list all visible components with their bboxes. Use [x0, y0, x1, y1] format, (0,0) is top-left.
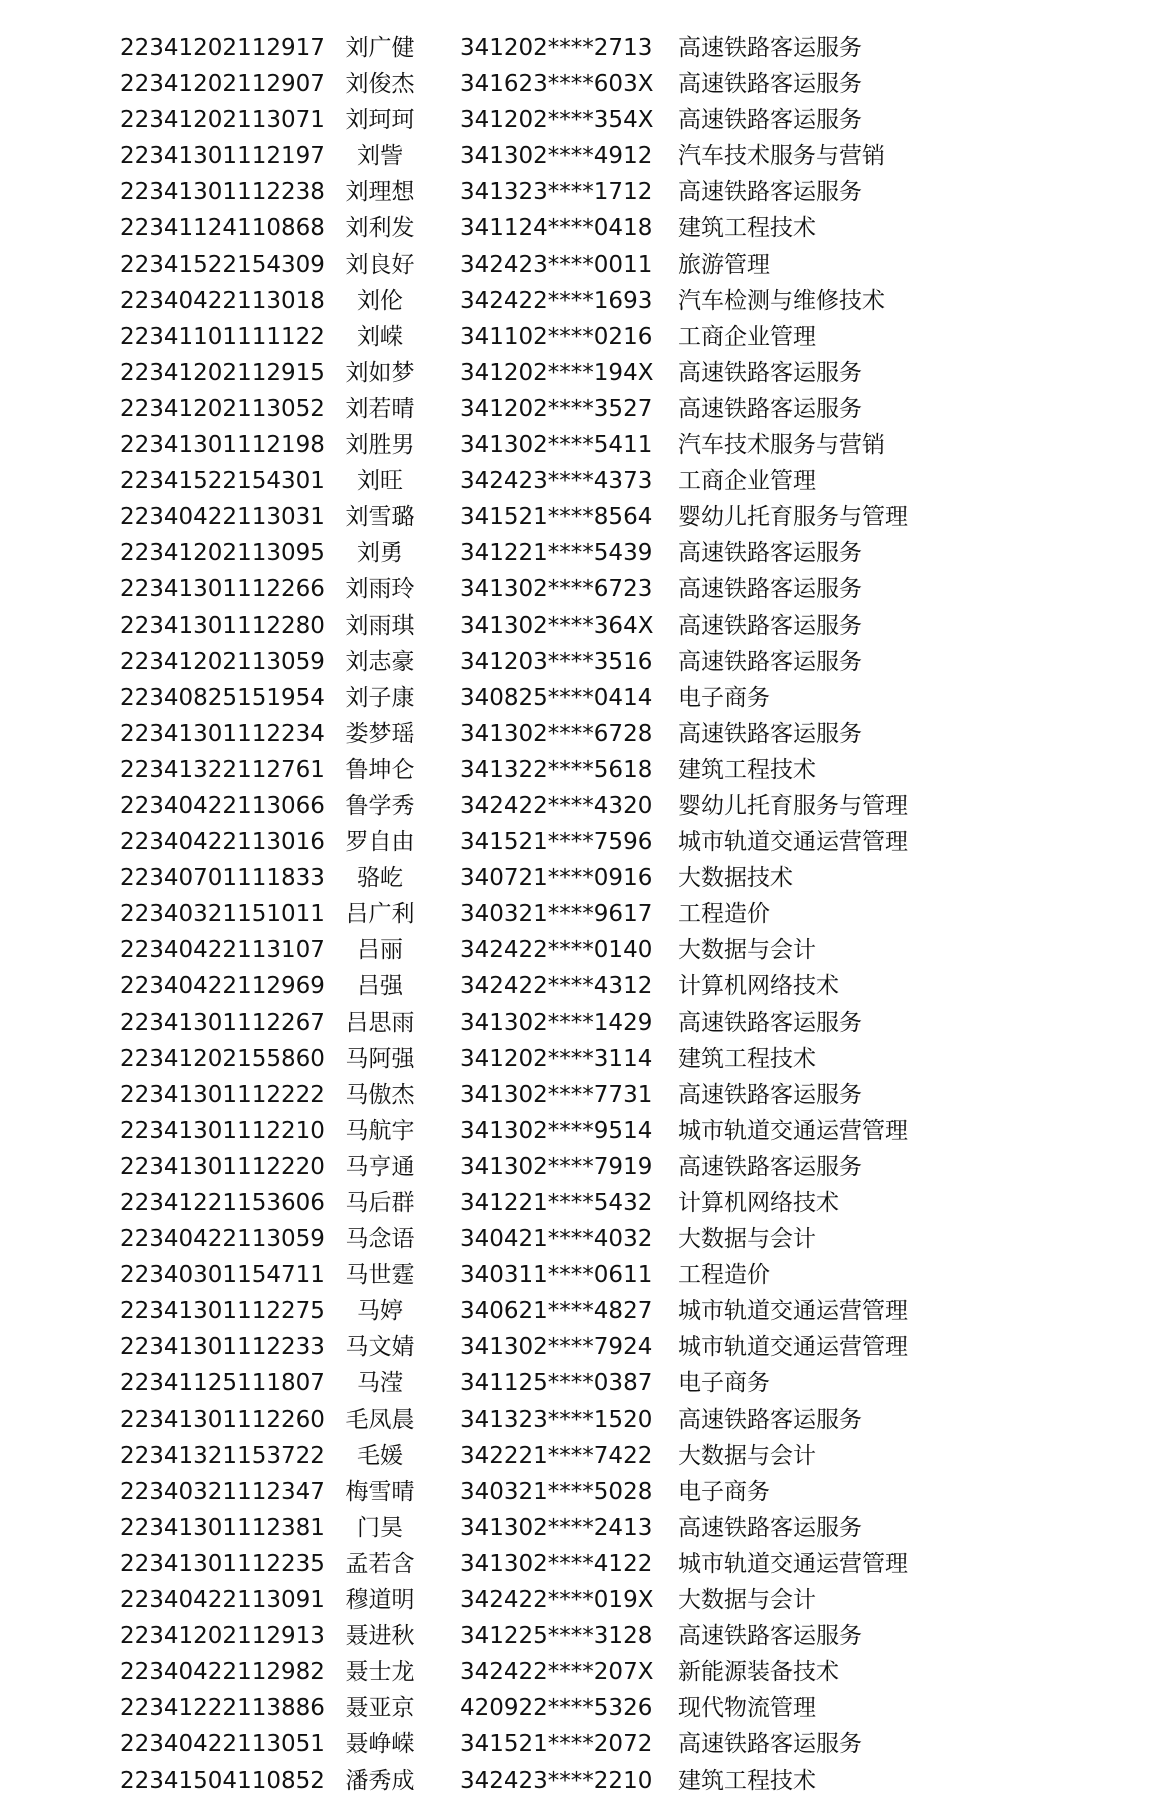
id-card-number: 341323****1520 [460, 1406, 653, 1433]
exam-number: 22341301112234 [120, 720, 325, 747]
exam-number: 22341202112917 [120, 35, 325, 61]
student-name: 刘若晴 [345, 395, 415, 422]
table-row [0, 932, 1168, 968]
student-name: 刘志豪 [345, 648, 415, 675]
id-card-number: 341202****3114 [460, 1045, 653, 1072]
id-card-number: 342422****4320 [460, 792, 653, 819]
id-card-number: 341124****0418 [460, 215, 653, 242]
exam-number: 22341124110868 [120, 215, 325, 242]
table-row [0, 1690, 1168, 1726]
exam-number: 22340422112982 [120, 1659, 325, 1686]
student-name: 刘如梦 [345, 359, 415, 386]
major-name: 汽车技术服务与营销 [678, 143, 885, 170]
major-name: 建筑工程技术 [678, 1045, 816, 1072]
table-row [0, 391, 1168, 427]
student-name: 刘伦 [357, 287, 403, 314]
major-name: 高速铁路客运服务 [678, 359, 862, 386]
student-name: 吕思雨 [345, 1009, 415, 1036]
student-name: 刘珂珂 [345, 107, 415, 134]
exam-number: 22340422113051 [120, 1731, 325, 1758]
table-row [0, 1763, 1168, 1799]
table-row [0, 535, 1168, 571]
table-row [0, 896, 1168, 932]
id-card-number: 341202****2713 [460, 35, 653, 61]
exam-number: 22341301112260 [120, 1406, 325, 1433]
student-name: 鲁学秀 [345, 792, 415, 819]
exam-number: 22341504110852 [120, 1767, 325, 1794]
table-row [0, 138, 1168, 174]
exam-number: 22341202112907 [120, 71, 325, 98]
id-card-number: 341521****2072 [460, 1731, 653, 1758]
id-card-number: 420922****5326 [460, 1695, 653, 1722]
id-card-number: 342422****4312 [460, 973, 653, 1000]
student-name: 聂进秋 [345, 1623, 415, 1650]
student-name: 刘广健 [345, 35, 415, 61]
exam-number: 22340422112969 [120, 973, 325, 1000]
table-row [0, 283, 1168, 319]
id-card-number: 341202****3527 [460, 395, 653, 422]
table-row [0, 644, 1168, 680]
student-name: 刘良好 [345, 251, 415, 278]
exam-number: 22340701111833 [120, 865, 325, 892]
student-name: 马阿强 [345, 1045, 415, 1072]
table-row [0, 1257, 1168, 1293]
id-card-number: 341521****7596 [460, 829, 653, 856]
exam-number: 22340422113107 [120, 937, 325, 964]
table-row [0, 499, 1168, 535]
student-name: 梅雪晴 [345, 1478, 415, 1505]
id-card-number: 340421****4032 [460, 1226, 653, 1253]
exam-number: 22341301112197 [120, 143, 325, 170]
exam-number: 22341101111122 [120, 323, 325, 350]
id-card-number: 341302****5411 [460, 432, 653, 459]
student-name: 刘勇 [357, 540, 403, 567]
table-row [0, 1149, 1168, 1185]
id-card-number: 341322****5618 [460, 756, 653, 783]
major-name: 城市轨道交通运营管理 [678, 1298, 908, 1325]
student-name: 孟若含 [345, 1550, 415, 1577]
exam-number: 22341202112913 [120, 1623, 325, 1650]
id-card-number: 341225****3128 [460, 1623, 653, 1650]
major-name: 新能源装备技术 [678, 1659, 839, 1686]
major-name: 电子商务 [678, 684, 770, 711]
student-name: 刘利发 [345, 215, 415, 242]
id-card-number: 342422****1693 [460, 287, 653, 314]
id-card-number: 342221****7422 [460, 1442, 653, 1469]
id-card-number: 340721****0916 [460, 865, 653, 892]
major-name: 建筑工程技术 [678, 756, 816, 783]
table-row [0, 463, 1168, 499]
student-name: 刘胜男 [345, 432, 415, 459]
student-name: 毛媛 [357, 1442, 403, 1469]
major-name: 电子商务 [678, 1478, 770, 1505]
student-name: 刘訾 [357, 143, 403, 170]
id-card-number: 341221****5432 [460, 1190, 653, 1216]
id-card-number: 341302****2413 [460, 1514, 653, 1541]
id-card-number: 340311****0611 [460, 1262, 653, 1289]
table-row [0, 210, 1168, 246]
exam-number: 22341522154309 [120, 251, 325, 278]
student-name: 马婷 [357, 1298, 403, 1325]
table-row [0, 247, 1168, 283]
id-card-number: 341102****0216 [460, 323, 653, 350]
id-card-number: 341521****8564 [460, 504, 653, 531]
exam-number: 22341322112761 [120, 756, 325, 783]
table-row [0, 1438, 1168, 1474]
student-name: 刘雪璐 [345, 504, 415, 531]
student-name: 娄梦瑶 [345, 720, 415, 747]
exam-number: 22341202112915 [120, 359, 325, 386]
student-name: 刘雨琪 [345, 612, 415, 639]
student-name: 马念语 [345, 1226, 415, 1253]
exam-number: 22341301112381 [120, 1514, 325, 1541]
id-card-number: 341302****7919 [460, 1153, 653, 1180]
major-name: 城市轨道交通运营管理 [678, 829, 908, 856]
id-card-number: 341302****1429 [460, 1009, 653, 1036]
exam-number: 22341301112222 [120, 1081, 325, 1108]
id-card-number: 341302****7731 [460, 1081, 653, 1108]
student-roster [0, 30, 1168, 1799]
id-card-number: 340621****4827 [460, 1298, 653, 1325]
student-name: 骆屹 [357, 865, 403, 892]
table-row [0, 824, 1168, 860]
student-name: 马航宇 [345, 1117, 415, 1144]
major-name: 高速铁路客运服务 [678, 395, 862, 422]
major-name: 大数据与会计 [678, 1587, 816, 1614]
table-row [0, 1077, 1168, 1113]
exam-number: 22341125111807 [120, 1370, 325, 1397]
id-card-number: 341623****603X [460, 71, 654, 98]
major-name: 高速铁路客运服务 [678, 107, 862, 134]
exam-number: 22341202113071 [120, 107, 325, 134]
exam-number: 22340321112347 [120, 1478, 325, 1505]
exam-number: 22341202113059 [120, 648, 325, 675]
major-name: 大数据与会计 [678, 1442, 816, 1469]
student-name: 马后群 [345, 1190, 415, 1216]
id-card-number: 341302****4122 [460, 1550, 653, 1577]
major-name: 高速铁路客运服务 [678, 1153, 862, 1180]
major-name: 高速铁路客运服务 [678, 1081, 862, 1108]
exam-number: 22341321153722 [120, 1442, 325, 1469]
table-row [0, 680, 1168, 716]
exam-number: 22340422113018 [120, 287, 325, 314]
major-name: 计算机网络技术 [678, 1190, 839, 1216]
student-name: 毛凤晨 [345, 1406, 415, 1433]
id-card-number: 341125****0387 [460, 1370, 653, 1397]
student-name: 吕强 [357, 973, 403, 1000]
table-row [0, 752, 1168, 788]
major-name: 高速铁路客运服务 [678, 648, 862, 675]
student-name: 刘嵘 [357, 323, 403, 350]
exam-number: 22341301112267 [120, 1009, 325, 1036]
table-row [0, 571, 1168, 607]
major-name: 婴幼儿托育服务与管理 [678, 792, 908, 819]
student-name: 刘子康 [345, 684, 415, 711]
exam-number: 22341301112198 [120, 432, 325, 459]
table-row [0, 1618, 1168, 1654]
table-row [0, 968, 1168, 1004]
exam-number: 22341222113886 [120, 1695, 325, 1722]
major-name: 工程造价 [678, 1262, 770, 1289]
major-name: 大数据与会计 [678, 937, 816, 964]
table-row [0, 1221, 1168, 1257]
table-row [0, 1113, 1168, 1149]
exam-number: 22340422113091 [120, 1587, 325, 1614]
exam-number: 22341202113095 [120, 540, 325, 567]
major-name: 高速铁路客运服务 [678, 35, 862, 61]
major-name: 高速铁路客运服务 [678, 179, 862, 206]
id-card-number: 342422****207X [460, 1659, 654, 1686]
exam-number: 22341221153606 [120, 1190, 325, 1216]
major-name: 城市轨道交通运营管理 [678, 1117, 908, 1144]
table-row [0, 1402, 1168, 1438]
student-name: 刘旺 [357, 468, 403, 495]
student-name: 马亨通 [345, 1153, 415, 1180]
student-name: 穆道明 [345, 1587, 415, 1614]
table-row [0, 174, 1168, 210]
exam-number: 22341301112235 [120, 1550, 325, 1577]
major-name: 婴幼儿托育服务与管理 [678, 504, 908, 531]
table-row [0, 608, 1168, 644]
id-card-number: 342422****019X [460, 1587, 654, 1614]
student-name: 马滢 [357, 1370, 403, 1397]
table-row [0, 1510, 1168, 1546]
id-card-number: 341302****9514 [460, 1117, 653, 1144]
major-name: 建筑工程技术 [678, 215, 816, 242]
major-name: 城市轨道交通运营管理 [678, 1550, 908, 1577]
student-name: 聂峥嵘 [345, 1731, 415, 1758]
student-name: 马世霆 [345, 1262, 415, 1289]
id-card-number: 342423****2210 [460, 1767, 653, 1794]
student-name: 马文婧 [345, 1334, 415, 1361]
table-row [0, 1546, 1168, 1582]
exam-number: 22341301112266 [120, 576, 325, 603]
major-name: 高速铁路客运服务 [678, 71, 862, 98]
student-name: 潘秀成 [345, 1767, 415, 1794]
exam-number: 22341202113052 [120, 395, 325, 422]
table-row [0, 860, 1168, 896]
exam-number: 22341301112210 [120, 1117, 325, 1144]
major-name: 大数据技术 [678, 865, 793, 892]
exam-number: 22340422113031 [120, 504, 325, 531]
table-row [0, 1365, 1168, 1401]
id-card-number: 340825****0414 [460, 684, 653, 711]
student-name: 刘雨玲 [345, 576, 415, 603]
exam-number: 22340825151954 [120, 684, 325, 711]
id-card-number: 341302****6723 [460, 576, 653, 603]
exam-number: 22341301112280 [120, 612, 325, 639]
major-name: 大数据与会计 [678, 1226, 816, 1253]
exam-number: 22340422113066 [120, 792, 325, 819]
table-row [0, 1474, 1168, 1510]
exam-number: 22341301112220 [120, 1153, 325, 1180]
id-card-number: 342423****4373 [460, 468, 653, 495]
id-card-number: 341302****4912 [460, 143, 653, 170]
major-name: 现代物流管理 [678, 1695, 816, 1722]
exam-number: 22341202155860 [120, 1045, 325, 1072]
major-name: 高速铁路客运服务 [678, 720, 862, 747]
major-name: 高速铁路客运服务 [678, 1731, 862, 1758]
table-row [0, 102, 1168, 138]
id-card-number: 340321****5028 [460, 1478, 653, 1505]
student-name: 聂士龙 [345, 1659, 415, 1686]
student-name: 门昊 [357, 1514, 403, 1541]
id-card-number: 341302****364X [460, 612, 654, 639]
major-name: 高速铁路客运服务 [678, 540, 862, 567]
major-name: 高速铁路客运服务 [678, 576, 862, 603]
table-row [0, 30, 1168, 66]
table-row [0, 1185, 1168, 1221]
major-name: 高速铁路客运服务 [678, 1406, 862, 1433]
major-name: 工商企业管理 [678, 468, 816, 495]
major-name: 高速铁路客运服务 [678, 1623, 862, 1650]
table-row [0, 1582, 1168, 1618]
table-row [0, 319, 1168, 355]
exam-number: 22340321151011 [120, 901, 325, 928]
table-row [0, 1293, 1168, 1329]
id-card-number: 340321****9617 [460, 901, 653, 928]
table-row [0, 1041, 1168, 1077]
exam-number: 22341301112275 [120, 1298, 325, 1325]
table-row [0, 427, 1168, 463]
id-card-number: 342422****0140 [460, 937, 653, 964]
exam-number: 22340422113016 [120, 829, 325, 856]
table-row [0, 1329, 1168, 1365]
student-name: 鲁坤仑 [345, 756, 415, 783]
id-card-number: 342423****0011 [460, 251, 653, 278]
table-row [0, 1005, 1168, 1041]
exam-number: 22340301154711 [120, 1262, 325, 1289]
id-card-number: 341302****7924 [460, 1334, 653, 1361]
major-name: 旅游管理 [678, 251, 770, 278]
exam-number: 22341522154301 [120, 468, 325, 495]
exam-number: 22341301112233 [120, 1334, 325, 1361]
student-name: 刘理想 [345, 179, 415, 206]
id-card-number: 341221****5439 [460, 540, 653, 567]
major-name: 城市轨道交通运营管理 [678, 1334, 908, 1361]
id-card-number: 341202****194X [460, 359, 654, 386]
id-card-number: 341323****1712 [460, 179, 653, 206]
id-card-number: 341203****3516 [460, 648, 653, 675]
student-name: 聂亚京 [345, 1695, 415, 1722]
major-name: 汽车检测与维修技术 [678, 287, 885, 314]
exam-number: 22341301112238 [120, 179, 325, 206]
table-row [0, 716, 1168, 752]
student-name: 吕丽 [357, 937, 403, 964]
major-name: 工程造价 [678, 901, 770, 928]
major-name: 汽车技术服务与营销 [678, 432, 885, 459]
id-card-number: 341302****6728 [460, 720, 653, 747]
major-name: 高速铁路客运服务 [678, 1514, 862, 1541]
major-name: 高速铁路客运服务 [678, 612, 862, 639]
major-name: 高速铁路客运服务 [678, 1009, 862, 1036]
major-name: 计算机网络技术 [678, 973, 839, 1000]
major-name: 工商企业管理 [678, 323, 816, 350]
student-name: 吕广利 [345, 901, 415, 928]
student-name: 罗自由 [345, 829, 415, 856]
table-row [0, 1654, 1168, 1690]
major-name: 电子商务 [678, 1370, 770, 1397]
table-row [0, 355, 1168, 391]
table-row [0, 66, 1168, 102]
major-name: 建筑工程技术 [678, 1767, 816, 1794]
id-card-number: 341202****354X [460, 107, 654, 134]
table-row [0, 788, 1168, 824]
student-name: 马傲杰 [345, 1081, 415, 1108]
student-name: 刘俊杰 [345, 71, 415, 98]
exam-number: 22340422113059 [120, 1226, 325, 1253]
table-row [0, 1726, 1168, 1762]
